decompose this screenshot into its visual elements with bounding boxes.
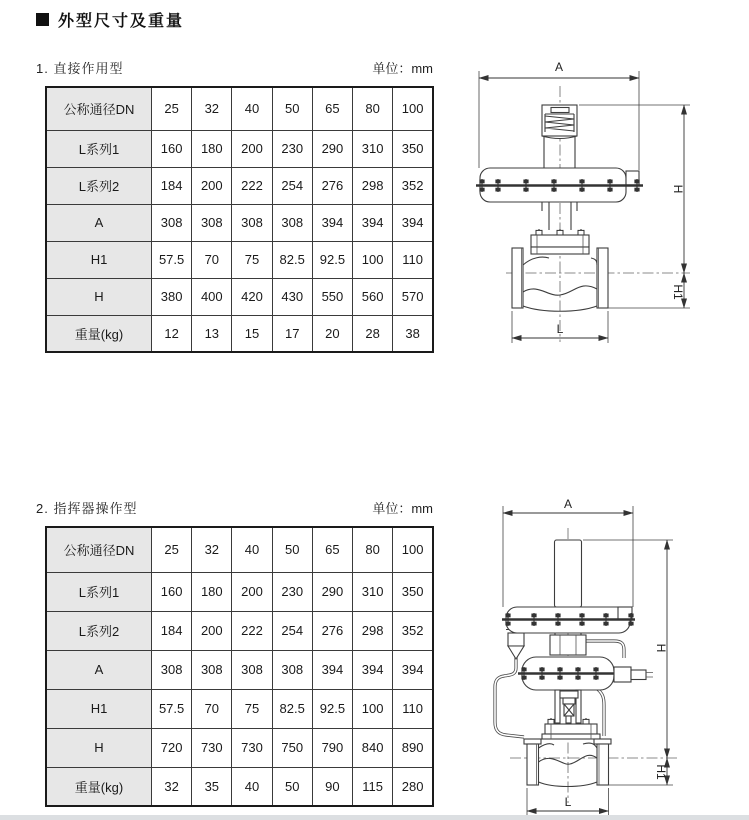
value-cell: 75 [232,241,272,278]
value-cell: 80 [353,87,393,130]
table-row [46,572,433,611]
section1-header [36,58,433,77]
value-cell: 32 [192,87,232,130]
value-cell: 308 [232,204,272,241]
value-cell: 57.5 [152,689,192,728]
row-header-cell: L系列2 [46,167,152,204]
table-row [46,278,433,315]
table-row [46,728,433,767]
dim-h1 [608,273,690,308]
value-cell: 184 [152,167,192,204]
value-cell: 40 [232,767,272,806]
value-cell: 394 [312,650,352,689]
value-cell: 180 [192,572,232,611]
value-cell: 750 [272,728,312,767]
value-cell: 80 [353,527,393,572]
value-cell: 50 [272,767,312,806]
value-cell: 290 [312,572,352,611]
value-cell: 290 [312,130,352,167]
value-cell: 200 [232,572,272,611]
page-title-text: 外型尺寸及重量 [58,13,185,30]
section1-label: 1. 直接作用型 [36,61,124,76]
valve-body [524,739,611,787]
value-cell: 308 [152,650,192,689]
value-cell: 110 [393,241,433,278]
value-cell: 550 [312,278,352,315]
value-cell: 222 [232,611,272,650]
dim-h1-label: H1 [671,284,685,300]
value-cell: 790 [312,728,352,767]
value-cell: 17 [272,315,312,352]
value-cell: 308 [192,204,232,241]
value-cell: 115 [353,767,393,806]
value-cell: 254 [272,167,312,204]
page-title [36,8,184,31]
value-cell: 90 [312,767,352,806]
value-cell: 308 [192,650,232,689]
value-cell: 730 [192,728,232,767]
value-cell: 310 [353,130,393,167]
row-header-cell: H1 [46,689,152,728]
value-cell: 15 [232,315,272,352]
dim-h-label: H [671,184,685,194]
dim-a-label: A [554,60,564,74]
row-header-cell: 公称通径DN [46,527,152,572]
value-cell: 720 [152,728,192,767]
table-row [46,87,433,130]
table-row [46,650,433,689]
row-header-cell: L系列1 [46,130,152,167]
row-header-cell: 重量(kg) [46,767,152,806]
table-row [46,167,433,204]
dim-h-label: H [654,643,668,653]
row-header-cell: H1 [46,241,152,278]
dim-h1 [609,758,674,785]
dim-l-label: L [564,795,572,809]
value-cell: 352 [393,611,433,650]
value-cell: 32 [152,767,192,806]
value-cell: 65 [312,527,352,572]
value-cell: 28 [353,315,393,352]
direct-acting-dimension-table [45,86,434,353]
row-header-cell: L系列2 [46,611,152,650]
row-header-cell: 公称通径DN [46,87,152,130]
value-cell: 394 [353,204,393,241]
value-cell: 280 [393,767,433,806]
row-header-cell: H [46,728,152,767]
row-header-cell: L系列1 [46,572,152,611]
value-cell: 298 [353,167,393,204]
dim-l-label: L [556,322,564,336]
value-cell: 420 [232,278,272,315]
value-cell: 230 [272,130,312,167]
value-cell: 25 [152,87,192,130]
value-cell: 394 [393,650,433,689]
value-cell: 570 [393,278,433,315]
value-cell: 40 [232,527,272,572]
section2-header [36,498,433,517]
value-cell: 200 [232,130,272,167]
value-cell: 276 [312,611,352,650]
section2-label: 2. 指挥器操作型 [36,501,138,516]
table-row [46,130,433,167]
table-row [46,527,433,572]
row-header-cell: H [46,278,152,315]
section1-unit-label: 单位：mm [372,61,433,76]
value-cell: 75 [232,689,272,728]
table-row [46,241,433,278]
value-cell: 38 [393,315,433,352]
value-cell: 730 [232,728,272,767]
bonnet-flange [542,724,600,739]
page-bottom-edge [0,815,749,820]
value-cell: 25 [152,527,192,572]
value-cell: 276 [312,167,352,204]
pilot-side-fitting [614,667,631,682]
section2-unit-label: 单位：mm [372,501,433,516]
value-cell: 160 [152,572,192,611]
value-cell: 100 [353,241,393,278]
value-cell: 394 [393,204,433,241]
value-cell: 57.5 [152,241,192,278]
value-cell: 350 [393,130,433,167]
value-cell: 298 [353,611,393,650]
pilot-diaphragm-chamber [518,657,653,690]
value-cell: 394 [353,650,393,689]
value-cell: 308 [232,650,272,689]
value-cell: 222 [232,167,272,204]
value-cell: 308 [272,204,312,241]
value-cell: 70 [192,689,232,728]
row-header-cell: A [46,204,152,241]
row-header-cell: 重量(kg) [46,315,152,352]
value-cell: 840 [353,728,393,767]
table-row [46,315,433,352]
value-cell: 352 [393,167,433,204]
value-cell: 92.5 [312,241,352,278]
value-cell: 560 [353,278,393,315]
value-cell: 890 [393,728,433,767]
value-cell: 184 [152,611,192,650]
value-cell: 70 [192,241,232,278]
table-row [46,689,433,728]
value-cell: 200 [192,611,232,650]
value-cell: 350 [393,572,433,611]
value-cell: 308 [152,204,192,241]
spring-housing [542,105,577,168]
dim-h1-label: H1 [654,764,668,780]
value-cell: 160 [152,130,192,167]
pilot-operated-valve-diagram [450,498,749,820]
value-cell: 50 [272,87,312,130]
pilot-operated-dimension-table [45,526,434,807]
value-cell: 100 [353,689,393,728]
value-cell: 254 [272,611,312,650]
value-cell: 180 [192,130,232,167]
table-row [46,611,433,650]
spring-cylinder [555,540,582,607]
value-cell: 82.5 [272,241,312,278]
table-row [46,204,433,241]
value-cell: 310 [353,572,393,611]
value-cell: 430 [272,278,312,315]
value-cell: 65 [312,87,352,130]
row-header-cell: A [46,650,152,689]
value-cell: 200 [192,167,232,204]
value-cell: 35 [192,767,232,806]
value-cell: 110 [393,689,433,728]
value-cell: 12 [152,315,192,352]
pilot-connecting-block [550,633,586,655]
value-cell: 40 [232,87,272,130]
title-square-marker [36,13,49,26]
upper-diaphragm [502,607,635,633]
value-cell: 82.5 [272,689,312,728]
dim-a-label: A [563,498,573,511]
value-cell: 100 [393,87,433,130]
value-cell: 100 [393,527,433,572]
direct-acting-valve-diagram [450,52,749,352]
yoke-and-packing [548,690,589,724]
value-cell: 230 [272,572,312,611]
value-cell: 92.5 [312,689,352,728]
value-cell: 50 [272,527,312,572]
value-cell: 32 [192,527,232,572]
value-cell: 400 [192,278,232,315]
value-cell: 394 [312,204,352,241]
table-row [46,767,433,806]
value-cell: 20 [312,315,352,352]
value-cell: 380 [152,278,192,315]
diaphragm-actuator [476,168,643,202]
value-cell: 308 [272,650,312,689]
value-cell: 13 [192,315,232,352]
